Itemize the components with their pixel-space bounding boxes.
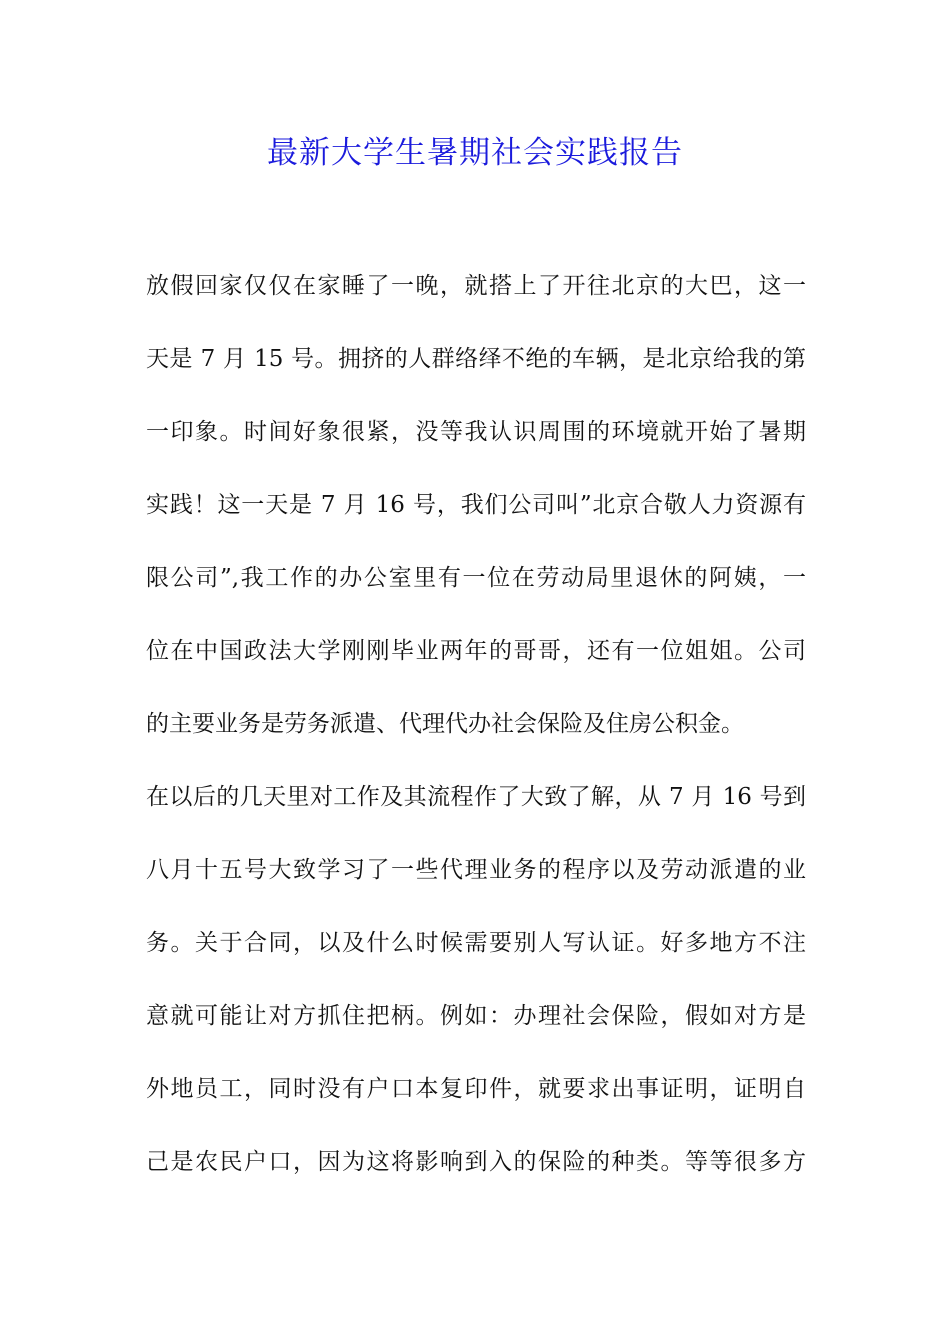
paragraph-line: 外地员工，同时没有户口本复印件，就要求出事证明，证明自 [146, 1076, 806, 1102]
paragraph-line: 实践！这一天是 7 月 16 号，我们公司叫”北京合敬人力资源有 [146, 492, 806, 518]
paragraph-line: 己是农民户口，因为这将影响到入的保险的种类。等等很多方 [146, 1149, 806, 1175]
paragraph-line: 一印象。时间好象很紧，没等我认识周围的环境就开始了暑期 [146, 419, 806, 445]
paragraph-line: 务。关于合同，以及什么时候需要别人写认证。好多地方不注 [146, 930, 806, 956]
paragraph-line: 的主要业务是劳务派遣、代理代办社会保险及住房公积金。 [146, 711, 744, 737]
paragraph-line: 位在中国政法大学刚刚毕业两年的哥哥，还有一位姐姐。公司 [146, 638, 806, 664]
paragraph-line: 八月十五号大致学习了一些代理业务的程序以及劳动派遣的业 [146, 857, 806, 883]
document-title: 最新大学生暑期社会实践报告 [267, 135, 683, 171]
paragraph-line: 天是 7 月 15 号。拥挤的人群络绎不绝的车辆，是北京给我的第 [146, 346, 806, 372]
paragraph-line: 在以后的几天里对工作及其流程作了大致了解，从 7 月 16 号到 [146, 784, 806, 810]
paragraph-line: 意就可能让对方抓住把柄。例如：办理社会保险，假如对方是 [146, 1003, 806, 1029]
paragraph-line: 放假回家仅仅在家睡了一晚，就搭上了开往北京的大巴，这一 [146, 273, 806, 299]
paragraph-line: 限公司”,我工作的办公室里有一位在劳动局里退休的阿姨，一 [146, 565, 806, 591]
